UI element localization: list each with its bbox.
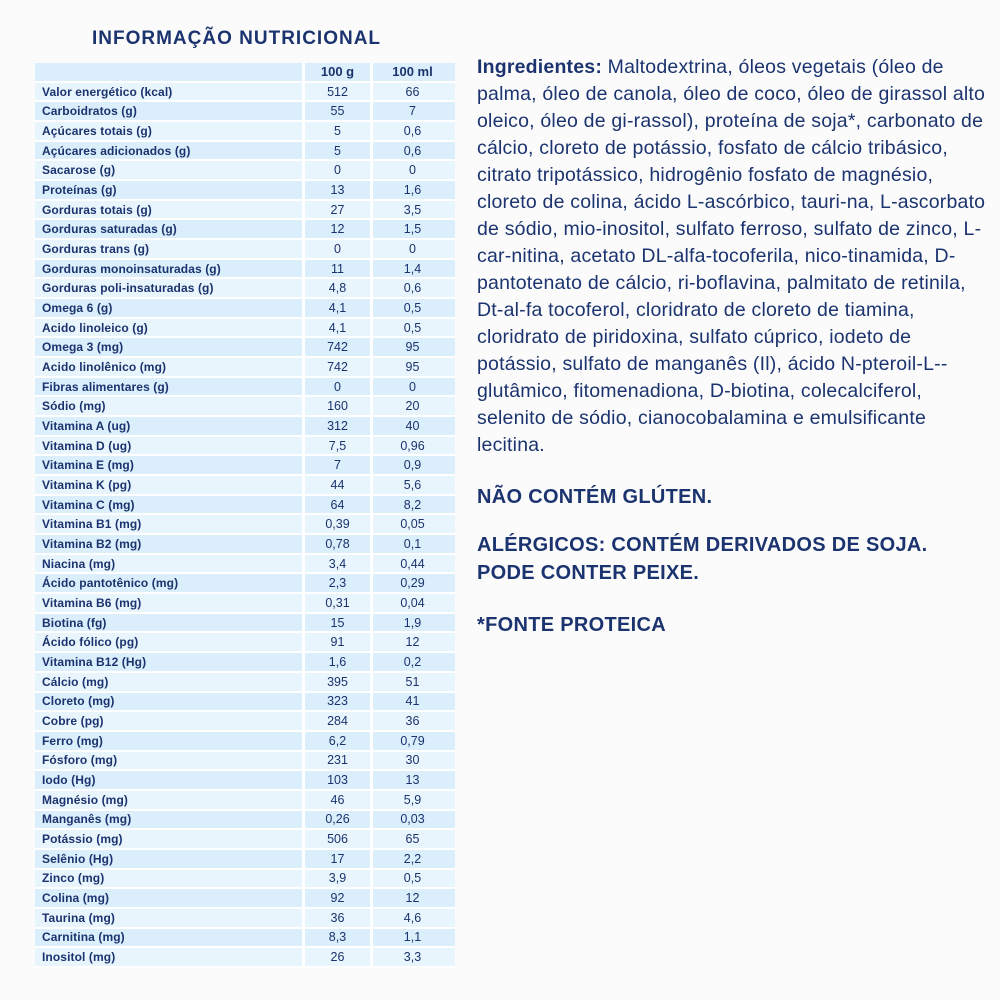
value-100g: 5 — [305, 122, 373, 140]
table-row — [35, 948, 455, 968]
table-row — [35, 535, 455, 555]
value-100ml: 12 — [405, 635, 420, 650]
nutrient-label: Vitamina K (pg) — [35, 476, 305, 494]
right-column — [477, 54, 987, 639]
nutrient-label: Carnitina (mg) — [35, 929, 305, 947]
value-100g: 15 — [305, 614, 373, 632]
value-100g: 5 — [305, 142, 373, 160]
table-row — [35, 181, 455, 201]
page-title: INFORMAÇÃO NUTRICIONAL — [92, 28, 382, 49]
allergens-line-1: ALÉRGICOS: CONTÉM DERIVADOS DE SOJA. — [477, 534, 928, 556]
value-100g: 312 — [305, 417, 373, 435]
nutrient-label: Vitamina B12 (Hg) — [35, 653, 305, 671]
value-100g: 27 — [305, 201, 373, 219]
nutrient-label: Iodo (Hg) — [35, 771, 305, 789]
value-100g: 13 — [305, 181, 373, 199]
value-100ml: 1,1 — [403, 930, 422, 945]
value-100ml: 0,29 — [400, 576, 425, 591]
value-100ml: 1,6 — [403, 182, 422, 197]
value-100g: 284 — [305, 712, 373, 730]
value-100g: 160 — [305, 397, 373, 415]
value-100g: 4,1 — [305, 319, 373, 337]
value-100g: 0,31 — [305, 594, 373, 612]
table-row — [35, 712, 455, 732]
table-row — [35, 397, 455, 417]
table-row — [35, 771, 455, 791]
value-100g: 0 — [305, 161, 373, 179]
table-row — [35, 889, 455, 909]
nutrient-label: Carboidratos (g) — [35, 102, 305, 120]
value-100g: 46 — [305, 791, 373, 809]
nutrient-label: Potássio (mg) — [35, 830, 305, 848]
value-100g: 12 — [305, 220, 373, 238]
nutrient-label: Biotina (fg) — [35, 614, 305, 632]
value-100g: 11 — [305, 260, 373, 278]
table-row — [35, 102, 455, 122]
value-100ml: 3,5 — [403, 202, 422, 217]
table-row — [35, 456, 455, 476]
nutrient-label: Inositol (mg) — [35, 948, 305, 966]
value-100ml: 0,96 — [400, 438, 425, 453]
value-100g: 3,4 — [305, 555, 373, 573]
value-100ml: 12 — [405, 891, 420, 906]
value-100ml: 0 — [409, 241, 416, 256]
table-row — [35, 653, 455, 673]
table-header-row — [35, 63, 455, 83]
protein-source-note: *FONTE PROTEICA — [477, 614, 666, 636]
value-100ml: 5,6 — [403, 477, 422, 492]
nutrient-label: Açúcares totais (g) — [35, 122, 305, 140]
table-row — [35, 850, 455, 870]
value-100g: 44 — [305, 476, 373, 494]
value-100g: 7 — [305, 456, 373, 474]
nutrient-label: Gorduras poli-insaturadas (g) — [35, 279, 305, 297]
table-row — [35, 614, 455, 634]
table-row — [35, 693, 455, 713]
value-100g: 323 — [305, 693, 373, 711]
value-100g: 8,3 — [305, 929, 373, 947]
value-100ml: 8,2 — [403, 497, 422, 512]
table-row — [35, 201, 455, 221]
value-100g: 0 — [305, 240, 373, 258]
value-100ml: 51 — [405, 674, 420, 689]
header-nutrient-column — [35, 63, 305, 81]
table-row — [35, 142, 455, 162]
table-row — [35, 122, 455, 142]
table-row — [35, 870, 455, 890]
value-100ml: 4,6 — [403, 910, 422, 925]
table-row — [35, 260, 455, 280]
nutrition-table — [35, 63, 455, 968]
value-100ml: 30 — [405, 753, 420, 768]
nutrient-label: Vitamina D (ug) — [35, 437, 305, 455]
value-100g: 7,5 — [305, 437, 373, 455]
nutrient-label: Selênio (Hg) — [35, 850, 305, 868]
value-100g: 92 — [305, 889, 373, 907]
value-100g: 0 — [305, 378, 373, 396]
value-100ml: 1,5 — [403, 222, 422, 237]
value-100g: 17 — [305, 850, 373, 868]
value-100ml: 0,5 — [403, 320, 422, 335]
nutrient-label: Vitamina B1 (mg) — [35, 515, 305, 533]
table-row — [35, 574, 455, 594]
nutrient-label: Vitamina A (ug) — [35, 417, 305, 435]
table-row — [35, 673, 455, 693]
value-100ml: 0 — [409, 379, 416, 394]
value-100g: 0,39 — [305, 515, 373, 533]
nutrient-label: Cálcio (mg) — [35, 673, 305, 691]
gluten-note: NÃO CONTÉM GLÚTEN. — [477, 486, 713, 508]
value-100g: 512 — [305, 83, 373, 101]
value-100g: 742 — [305, 338, 373, 356]
value-100ml: 0,6 — [403, 123, 422, 138]
nutrient-label: Ferro (mg) — [35, 732, 305, 750]
value-100ml: 0,05 — [400, 517, 425, 532]
value-100g: 0,26 — [305, 811, 373, 829]
table-row — [35, 555, 455, 575]
table-row — [35, 83, 455, 103]
value-100g: 4,1 — [305, 299, 373, 317]
value-100ml: 1,4 — [403, 261, 422, 276]
nutrient-label: Taurina (mg) — [35, 909, 305, 927]
nutrient-label: Valor energético (kcal) — [35, 83, 305, 101]
table-row — [35, 161, 455, 181]
table-row — [35, 752, 455, 772]
ingredients-label: Ingredientes: — [477, 56, 603, 78]
value-100ml: 5,9 — [403, 792, 422, 807]
value-100ml: 95 — [405, 359, 420, 374]
nutrient-label: Fibras alimentares (g) — [35, 378, 305, 396]
value-100g: 26 — [305, 948, 373, 966]
value-100g: 55 — [305, 102, 373, 120]
value-100ml: 0,03 — [400, 812, 425, 827]
nutrient-label: Gorduras trans (g) — [35, 240, 305, 258]
value-100g: 3,9 — [305, 870, 373, 888]
value-100g: 742 — [305, 358, 373, 376]
value-100g: 395 — [305, 673, 373, 691]
nutrient-label: Gorduras saturadas (g) — [35, 220, 305, 238]
ingredients-paragraph — [477, 54, 987, 459]
nutrient-label: Ácido pantotênico (mg) — [35, 574, 305, 592]
value-100ml: 40 — [405, 418, 420, 433]
nutrient-label: Omega 6 (g) — [35, 299, 305, 317]
nutrient-label: Acido linolênico (mg) — [35, 358, 305, 376]
value-100ml: 0,04 — [400, 595, 425, 610]
nutrient-label: Sacarose (g) — [35, 161, 305, 179]
value-100g: 231 — [305, 752, 373, 770]
nutrient-label: Omega 3 (mg) — [35, 338, 305, 356]
table-row — [35, 319, 455, 339]
table-row — [35, 929, 455, 949]
nutrient-label: Acido linoleico (g) — [35, 319, 305, 337]
table-row — [35, 476, 455, 496]
value-100ml: 41 — [405, 694, 420, 709]
value-100ml: 2,2 — [403, 851, 422, 866]
table-row — [35, 791, 455, 811]
nutrient-label: Magnésio (mg) — [35, 791, 305, 809]
table-rows — [35, 83, 455, 968]
table-row — [35, 358, 455, 378]
table-row — [35, 378, 455, 398]
table-row — [35, 338, 455, 358]
value-100ml: 3,3 — [403, 950, 422, 965]
table-row — [35, 830, 455, 850]
value-100g: 0,78 — [305, 535, 373, 553]
header-100g-column: 100 g — [305, 63, 373, 81]
nutrient-label: Cloreto (mg) — [35, 693, 305, 711]
table-row — [35, 633, 455, 653]
value-100ml: 36 — [405, 714, 420, 728]
value-100ml: 65 — [405, 832, 420, 847]
value-100ml: 20 — [405, 399, 420, 414]
nutrient-label: Proteínas (g) — [35, 181, 305, 199]
nutrient-label: Colina (mg) — [35, 889, 305, 907]
nutrient-label: Vitamina B2 (mg) — [35, 535, 305, 553]
value-100ml: 7 — [409, 104, 416, 119]
nutrient-label: Sódio (mg) — [35, 397, 305, 415]
value-100ml: 0,5 — [403, 300, 422, 315]
nutrient-label: Zinco (mg) — [35, 870, 305, 888]
header-100ml-column: 100 ml — [392, 64, 433, 80]
table-row — [35, 240, 455, 260]
nutrient-label: Fósforo (mg) — [35, 752, 305, 770]
value-100ml: 66 — [405, 84, 420, 99]
value-100ml: 0,79 — [400, 733, 425, 748]
nutrient-label: Açúcares adicionados (g) — [35, 142, 305, 160]
table-row — [35, 437, 455, 457]
value-100g: 1,6 — [305, 653, 373, 671]
value-100g: 91 — [305, 633, 373, 651]
table-row — [35, 909, 455, 929]
value-100ml: 0,6 — [403, 143, 422, 158]
table-row — [35, 417, 455, 437]
value-100g: 103 — [305, 771, 373, 789]
nutrient-label: Vitamina B6 (mg) — [35, 594, 305, 612]
nutrient-label: Gorduras monoinsaturadas (g) — [35, 260, 305, 278]
table-row — [35, 594, 455, 614]
table-row — [35, 515, 455, 535]
value-100ml: 1,9 — [403, 615, 422, 630]
value-100ml: 95 — [405, 340, 420, 355]
allergens-line-2: PODE CONTER PEIXE. — [477, 562, 700, 584]
value-100g: 506 — [305, 830, 373, 848]
value-100ml: 13 — [405, 773, 420, 788]
table-row — [35, 811, 455, 831]
value-100g: 2,3 — [305, 574, 373, 592]
nutrient-label: Manganês (mg) — [35, 811, 305, 829]
value-100ml: 0,44 — [400, 556, 425, 571]
allergens-note — [477, 531, 987, 587]
nutrient-label: Vitamina E (mg) — [35, 456, 305, 474]
nutrient-label: Gorduras totais (g) — [35, 201, 305, 219]
value-100ml: 0,6 — [403, 281, 422, 296]
table-row — [35, 496, 455, 516]
value-100g: 6,2 — [305, 732, 373, 750]
value-100ml: 0,9 — [403, 458, 422, 473]
table-row — [35, 220, 455, 240]
table-row — [35, 299, 455, 319]
nutrient-label: Ácido fólico (pg) — [35, 633, 305, 651]
value-100ml: 0,2 — [403, 654, 422, 669]
nutrient-label: Niacina (mg) — [35, 555, 305, 573]
nutrient-label: Vitamina C (mg) — [35, 496, 305, 514]
value-100g: 4,8 — [305, 279, 373, 297]
value-100ml: 0,5 — [403, 871, 422, 886]
value-100ml: 0 — [409, 163, 416, 178]
value-100g: 64 — [305, 496, 373, 514]
value-100ml: 0,1 — [403, 536, 422, 551]
table-row — [35, 732, 455, 752]
nutrient-label: Cobre (pg) — [35, 712, 305, 730]
value-100g: 36 — [305, 909, 373, 927]
table-row — [35, 279, 455, 299]
ingredients-text: Maltodextrina, óleos vegetais (óleo de palma, óleo de canola, óleo de coco, óleo de girassol alto oleico, óleo de gi-rassol), proteína de soja*, carbonato de cálcio, cloreto de potássio, fosfato de cálcio tribásico, citrato tripotássico, hidrogênio fosfato de magnésio, cloreto de colina, ácido L-ascórbico, tauri-na, L-ascorbato de sódio, mio-inositol, sulfato ferroso, sulfato de zinco, L-car-nitina, acetato DL-alfa-tocoferila, nico-tinamida, D-pantotenato de cálcio, ri-boflavina, palmitato de retinila, Dt-al-fa tocoferol, cloridrato de cloreto de tiamina, cloridrato de piridoxina, sulfato cúprico, iodeto de potássio, sulfato de manganês (Il), ácido N-pteroil-L--glutâmico, fitomenadiona, D-biotina, colecalciferol, selenito de sódio, cianocobalamina e emulsificante lecitina. — [477, 56, 986, 456]
